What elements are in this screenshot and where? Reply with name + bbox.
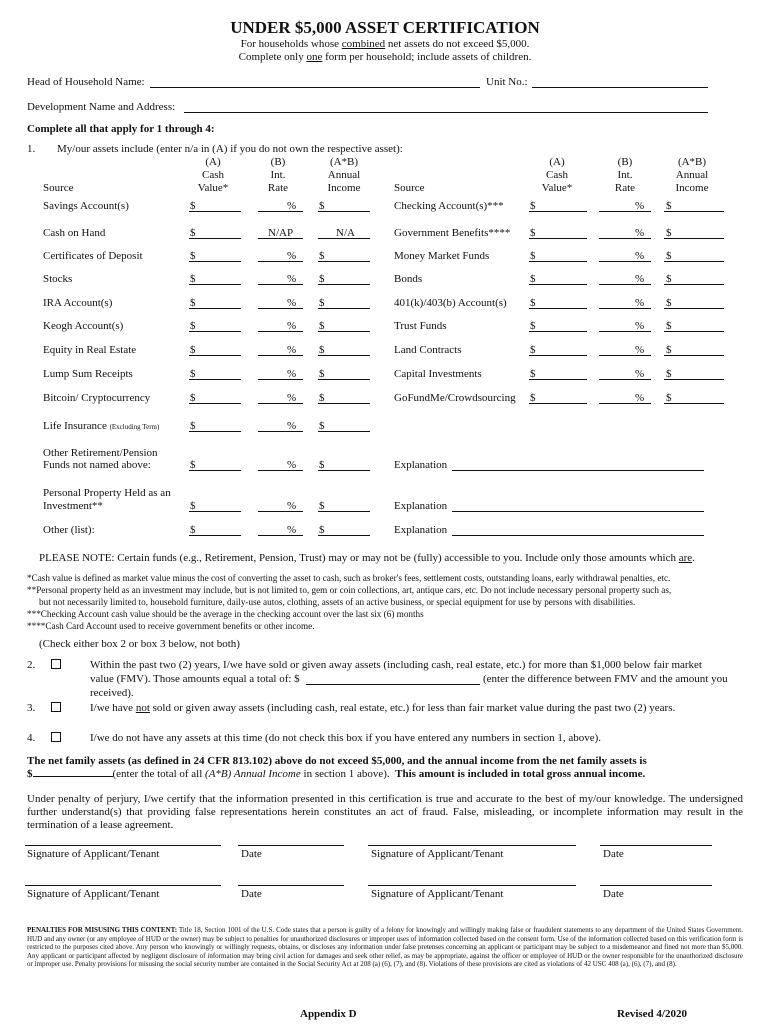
dev-input[interactable] <box>184 112 708 113</box>
asset-personal-property-label-2: Investment** <box>43 500 103 512</box>
asset-lump-sum-receipts-rate-percent: % <box>287 368 297 380</box>
asset-certificates-of-deposit-rate-percent: % <box>287 250 297 262</box>
asset-lump-sum-receipts-income-input[interactable] <box>318 379 370 380</box>
asset-keogh-account-s-rate-input[interactable] <box>258 331 303 332</box>
sig3-label: Signature of Applicant/Tenant <box>27 888 160 900</box>
asset-personal-property-rate-input[interactable] <box>258 511 303 512</box>
asset-certificates-of-deposit-rate-input[interactable] <box>258 261 303 262</box>
sec2-line2a: value (FMV). Those amounts equal a total of: $ <box>90 673 300 685</box>
please-note: PLEASE NOTE: Certain funds (e.g., Retirement, Pension, Trust) may or may not be (fully) accessible to you. Include only those amounts which are. <box>39 552 695 564</box>
sec2-line2b: (enter the difference between FMV and the amount you <box>483 673 728 685</box>
revised-label: Revised 4/2020 <box>617 1008 687 1020</box>
footnote-personal-property: **Personal property held as an investment may include, but is not limited to, gem or coin collections, art, antique cars, etc. Do not include necessary personal property such as, <box>27 585 672 595</box>
asset-other-retirement-label-2: Funds not named above: <box>43 459 151 471</box>
asset-equity-in-real-estate-rate-percent: % <box>287 344 297 356</box>
asset-government-benefits-rate-percent: % <box>635 227 645 239</box>
sec1-text: My/our assets include (enter n/a in (A) if you do not own the respective asset): <box>57 143 403 155</box>
asset-government-benefits-cash-input[interactable] <box>529 238 587 239</box>
asset-equity-in-real-estate-label: Equity in Real Estate <box>43 344 137 356</box>
asset-cash-on-hand-income-na: N/A <box>336 227 355 239</box>
net-assets-line1: The net family assets (as defined in 24 CFR 813.102) above do not exceed $5,000, and the annual income from the net family assets is <box>27 755 647 767</box>
asset-personal-property-cash-dollar: $ <box>190 500 196 512</box>
asset-other-retirement-rate-input[interactable] <box>258 470 303 471</box>
asset-government-benefits-label: Government Benefits**** <box>394 227 511 239</box>
col-ab-header-right: (A*B) Annual Income <box>675 156 709 194</box>
asset-ira-account-s-rate-input[interactable] <box>258 308 303 309</box>
sig3-line[interactable] <box>25 885 221 886</box>
asset-keogh-account-s-cash-input[interactable] <box>189 331 241 332</box>
asset-ira-account-s-label: IRA Account(s) <box>43 297 113 309</box>
sig1-label: Signature of Applicant/Tenant <box>27 848 160 860</box>
asset-other-list-cash-input[interactable] <box>189 535 241 536</box>
asset-trust-funds-label: Trust Funds <box>394 320 447 332</box>
sec2-line3: received). <box>90 687 134 699</box>
sec2-number: 2. <box>27 659 36 671</box>
asset-ira-account-s-cash-input[interactable] <box>189 308 241 309</box>
explanation-label-2: Explanation <box>394 500 448 512</box>
asset-stocks-rate-percent: % <box>287 273 297 285</box>
asset-money-market-funds-cash-input[interactable] <box>529 261 587 262</box>
date4-line[interactable] <box>600 885 712 886</box>
penalties-text: PENALTIES FOR MISUSING THIS CONTENT: Title 18, Section 1001 of the U.S. Code states that a person is guilty of a felony for knowingly and willingly making false or fraudulent statements to any department of the United States Government. HUD and any owner (or any employee of HUD or the owner) may be subject to penalties for unauthorized disclosures or improper uses of information collected based on the consent form. Use of the information collected based on this verification form is restricted to the purposes cited above. Any person who knowingly or willingly requests, obtains, or discloses any information under false pretenses concerning an applicant or participant may be subject to a misdemeanor and fined not more than $5,000. Any applicant or participant affected by negligent disclosure of information may bring civil action for damages and seek other relief, as may be appropriate, against the officer or employee of HUD or the owner responsible for the unauthorized disclosure or improper use. Penalty provisions for misusing the social security number are contained in the Social Security Act at 208 (a) (6), (7), and (8). Violations of these provisions are cited as violations of 42 USC 408 (a), (6), (7), and (8). <box>27 926 743 969</box>
asset-lump-sum-receipts-cash-dollar: $ <box>190 368 196 380</box>
asset-savings-account-s-label: Savings Account(s) <box>43 200 129 212</box>
sec4-number: 4. <box>27 732 36 744</box>
asset-cash-on-hand-cash-dollar: $ <box>190 227 196 239</box>
hoh-label: Head of Household Name: <box>27 76 145 88</box>
asset-other-retirement-cash-input[interactable] <box>189 470 241 471</box>
asset-ira-account-s-rate-percent: % <box>287 297 297 309</box>
date1-label: Date <box>241 848 262 860</box>
asset-gofundme-crowdsourcing-rate-input[interactable] <box>599 403 651 404</box>
explanation-label-1: Explanation <box>394 459 448 471</box>
unit-label: Unit No.: <box>486 76 528 88</box>
asset-savings-account-s-income-input[interactable] <box>318 211 370 212</box>
asset-trust-funds-income-input[interactable] <box>664 331 724 332</box>
asset-stocks-rate-input[interactable] <box>258 284 303 285</box>
sig2-label: Signature of Applicant/Tenant <box>371 848 504 860</box>
asset-other-list-income-dollar: $ <box>319 524 325 536</box>
asset-money-market-funds-rate-percent: % <box>635 250 645 262</box>
asset-bonds-rate-input[interactable] <box>599 284 651 285</box>
asset-life-insurance-rate-input[interactable] <box>258 431 303 432</box>
asset-401-k-403-b-account-s-income-dollar: $ <box>666 297 672 309</box>
asset-bitcoin-cryptocurrency-income-input[interactable] <box>318 403 370 404</box>
asset-savings-account-s-rate-percent: % <box>287 200 297 212</box>
sec4-text: I/we do not have any assets at this time (do not check this box if you have entered any numbers in section 1, above). <box>90 732 602 744</box>
asset-gofundme-crowdsourcing-cash-input[interactable] <box>529 403 587 404</box>
asset-capital-investments-income-input[interactable] <box>664 379 724 380</box>
asset-equity-in-real-estate-income-input[interactable] <box>318 355 370 356</box>
asset-savings-account-s-rate-input[interactable] <box>258 211 303 212</box>
asset-stocks-label: Stocks <box>43 273 73 285</box>
asset-bonds-rate-percent: % <box>635 273 645 285</box>
asset-checking-account-s-rate-percent: % <box>635 200 645 212</box>
subtitle-1: For households whose combined net assets do not exceed $5,000. <box>240 38 530 50</box>
footnote-checking: ***Checking Account cash value should be the average in the checking account over the last six (6) months <box>27 609 424 619</box>
asset-checking-account-s-rate-input[interactable] <box>599 211 651 212</box>
asset-land-contracts-income-dollar: $ <box>666 344 672 356</box>
asset-capital-investments-label: Capital Investments <box>394 368 482 380</box>
asset-money-market-funds-cash-dollar: $ <box>530 250 536 262</box>
date1-line[interactable] <box>238 845 344 846</box>
asset-401-k-403-b-account-s-income-input[interactable] <box>664 308 724 309</box>
asset-401-k-403-b-account-s-cash-dollar: $ <box>530 297 536 309</box>
asset-capital-investments-rate-percent: % <box>635 368 645 380</box>
asset-cash-on-hand-rate-input[interactable] <box>258 238 303 239</box>
asset-money-market-funds-income-input[interactable] <box>664 261 724 262</box>
asset-personal-property-cash-input[interactable] <box>189 511 241 512</box>
asset-equity-in-real-estate-cash-input[interactable] <box>189 355 241 356</box>
check-either-note: (Check either box 2 or box 3 below, not both) <box>39 638 240 650</box>
asset-life-insurance-cash-input[interactable] <box>189 431 241 432</box>
footnote-cash-value: *Cash value is defined as market value minus the cost of converting the asset to cash, such as broker's fees, settlement costs, outstanding loans, early withdrawal penalties, etc. <box>27 573 671 583</box>
asset-other-list-rate-input[interactable] <box>258 535 303 536</box>
net-assets-line2: $ (enter the total of all (A*B) Annual Income in section 1 above). This amount is included in total gross annual income. <box>27 768 646 780</box>
asset-other-retirement-income-input[interactable] <box>318 470 370 471</box>
asset-land-contracts-label: Land Contracts <box>394 344 462 356</box>
asset-government-benefits-income-dollar: $ <box>666 227 672 239</box>
asset-bonds-cash-dollar: $ <box>530 273 536 285</box>
asset-land-contracts-cash-dollar: $ <box>530 344 536 356</box>
asset-capital-investments-cash-input[interactable] <box>529 379 587 380</box>
source-header-right: Source <box>394 182 425 194</box>
asset-personal-property-income-input[interactable] <box>318 511 370 512</box>
asset-keogh-account-s-cash-dollar: $ <box>190 320 196 332</box>
asset-cash-on-hand-rate-nap: N/AP <box>268 227 294 239</box>
asset-land-contracts-rate-input[interactable] <box>599 355 651 356</box>
asset-other-list-label: Other (list): <box>43 524 95 536</box>
explanation-label-3: Explanation <box>394 524 448 536</box>
appendix-label: Appendix D <box>300 1008 357 1020</box>
source-header-left: Source <box>43 182 74 194</box>
sec2-amount-input[interactable] <box>306 684 480 685</box>
asset-lump-sum-receipts-label: Lump Sum Receipts <box>43 368 133 380</box>
asset-bonds-income-input[interactable] <box>664 284 724 285</box>
asset-checking-account-s-cash-input[interactable] <box>529 211 587 212</box>
explanation-input-3[interactable] <box>452 535 704 536</box>
unit-input[interactable] <box>532 87 708 88</box>
asset-bonds-cash-input[interactable] <box>529 284 587 285</box>
asset-lump-sum-receipts-rate-input[interactable] <box>258 379 303 380</box>
sig1-line[interactable] <box>25 845 221 846</box>
asset-401-k-403-b-account-s-rate-input[interactable] <box>599 308 651 309</box>
asset-stocks-income-dollar: $ <box>319 273 325 285</box>
asset-gofundme-crowdsourcing-income-dollar: $ <box>666 392 672 404</box>
sec1-number: 1. <box>27 143 36 155</box>
sig4-line[interactable] <box>368 885 576 886</box>
sig4-label: Signature of Applicant/Tenant <box>371 888 504 900</box>
sec2-checkbox[interactable] <box>51 659 61 669</box>
asset-bitcoin-cryptocurrency-income-dollar: $ <box>319 392 325 404</box>
sec4-checkbox[interactable] <box>51 732 61 742</box>
asset-life-insurance-label: Life Insurance (Excluding Term) <box>43 420 160 432</box>
asset-other-retirement-cash-dollar: $ <box>190 459 196 471</box>
asset-life-insurance-cash-dollar: $ <box>190 420 196 432</box>
asset-government-benefits-cash-dollar: $ <box>530 227 536 239</box>
asset-stocks-cash-input[interactable] <box>189 284 241 285</box>
explanation-input-1[interactable] <box>452 470 704 471</box>
asset-personal-property-income-dollar: $ <box>319 500 325 512</box>
asset-certificates-of-deposit-income-input[interactable] <box>318 261 370 262</box>
asset-personal-property-rate-percent: % <box>287 500 297 512</box>
asset-bitcoin-cryptocurrency-cash-dollar: $ <box>190 392 196 404</box>
asset-land-contracts-cash-input[interactable] <box>529 355 587 356</box>
asset-401-k-403-b-account-s-cash-input[interactable] <box>529 308 587 309</box>
col-ab-header-left: (A*B) Annual Income <box>327 156 361 194</box>
asset-cash-on-hand-cash-input[interactable] <box>189 238 241 239</box>
asset-other-retirement-income-dollar: $ <box>319 459 325 471</box>
asset-land-contracts-rate-percent: % <box>635 344 645 356</box>
asset-cash-on-hand-income-input[interactable] <box>318 238 370 239</box>
asset-checking-account-s-label: Checking Account(s)*** <box>394 200 504 212</box>
asset-money-market-funds-income-dollar: $ <box>666 250 672 262</box>
asset-bitcoin-cryptocurrency-rate-input[interactable] <box>258 403 303 404</box>
asset-life-insurance-rate-percent: % <box>287 420 297 432</box>
asset-keogh-account-s-income-dollar: $ <box>319 320 325 332</box>
asset-personal-property-label-1: Personal Property Held as an <box>43 487 171 499</box>
asset-savings-account-s-cash-input[interactable] <box>189 211 241 212</box>
asset-certificates-of-deposit-cash-input[interactable] <box>189 261 241 262</box>
asset-stocks-cash-dollar: $ <box>190 273 196 285</box>
date2-label: Date <box>603 848 624 860</box>
asset-life-insurance-income-dollar: $ <box>319 420 325 432</box>
asset-gofundme-crowdsourcing-rate-percent: % <box>635 392 645 404</box>
asset-government-benefits-income-input[interactable] <box>664 238 724 239</box>
asset-checking-account-s-income-input[interactable] <box>664 211 724 212</box>
asset-equity-in-real-estate-cash-dollar: $ <box>190 344 196 356</box>
net-income-input[interactable] <box>33 768 113 777</box>
asset-bonds-income-dollar: $ <box>666 273 672 285</box>
asset-bitcoin-cryptocurrency-label: Bitcoin/ Cryptocurrency <box>43 392 151 404</box>
sec3-number: 3. <box>27 702 36 714</box>
footnote-cash-card: ****Cash Card Account used to receive government benefits or other income. <box>27 621 315 631</box>
asset-equity-in-real-estate-income-dollar: $ <box>319 344 325 356</box>
subtitle-2: Complete only one form per household; include assets of children. <box>238 51 532 63</box>
col-b-header-right: (B) Int. Rate <box>614 156 636 194</box>
asset-other-list-rate-percent: % <box>287 524 297 536</box>
asset-stocks-income-input[interactable] <box>318 284 370 285</box>
hoh-input[interactable] <box>150 87 480 88</box>
asset-ira-account-s-income-input[interactable] <box>318 308 370 309</box>
sig2-line[interactable] <box>368 845 576 846</box>
asset-life-insurance-income-input[interactable] <box>318 431 370 432</box>
asset-bitcoin-cryptocurrency-rate-percent: % <box>287 392 297 404</box>
asset-bonds-label: Bonds <box>394 273 423 285</box>
col-a-header-left: (A) Cash Value* <box>197 156 229 194</box>
asset-other-retirement-label-1: Other Retirement/Pension <box>43 447 158 459</box>
col-b-header-left: (B) Int. Rate <box>267 156 289 194</box>
asset-cash-on-hand-label: Cash on Hand <box>43 227 106 239</box>
sec3-text: I/we have not sold or given away assets (including cash, real estate, etc.) for less than fair market value during the past two (2) years. <box>90 702 676 714</box>
asset-capital-investments-cash-dollar: $ <box>530 368 536 380</box>
asset-trust-funds-income-dollar: $ <box>666 320 672 332</box>
perjury-statement: Under penalty of perjury, I/we certify that the information presented in this certification is true and accurate to the best of my/our knowledge. The undersigned further understand(s) that providing false representations herein constitutes an act of fraud. False, misleading, or incomplete information may result in the termination of a lease agreement. <box>27 793 743 831</box>
asset-capital-investments-income-dollar: $ <box>666 368 672 380</box>
sec3-checkbox[interactable] <box>51 702 61 712</box>
date3-line[interactable] <box>238 885 344 886</box>
asset-ira-account-s-income-dollar: $ <box>319 297 325 309</box>
asset-keogh-account-s-label: Keogh Account(s) <box>43 320 124 332</box>
asset-trust-funds-rate-input[interactable] <box>599 331 651 332</box>
asset-certificates-of-deposit-cash-dollar: $ <box>190 250 196 262</box>
asset-lump-sum-receipts-income-dollar: $ <box>319 368 325 380</box>
asset-gofundme-crowdsourcing-label: GoFundMe/Crowdsourcing <box>394 392 516 404</box>
date4-label: Date <box>603 888 624 900</box>
asset-401-k-403-b-account-s-label: 401(k)/403(b) Account(s) <box>394 297 507 309</box>
asset-trust-funds-cash-dollar: $ <box>530 320 536 332</box>
asset-gofundme-crowdsourcing-cash-dollar: $ <box>530 392 536 404</box>
asset-savings-account-s-income-dollar: $ <box>319 200 325 212</box>
dev-label: Development Name and Address: <box>27 101 176 113</box>
asset-certificates-of-deposit-label: Certificates of Deposit <box>43 250 143 262</box>
asset-money-market-funds-label: Money Market Funds <box>394 250 490 262</box>
asset-government-benefits-rate-input[interactable] <box>599 238 651 239</box>
asset-savings-account-s-cash-dollar: $ <box>190 200 196 212</box>
asset-checking-account-s-income-dollar: $ <box>666 200 672 212</box>
asset-keogh-account-s-income-input[interactable] <box>318 331 370 332</box>
asset-gofundme-crowdsourcing-income-input[interactable] <box>664 403 724 404</box>
date2-line[interactable] <box>600 845 712 846</box>
form-title: UNDER $5,000 ASSET CERTIFICATION <box>230 18 540 37</box>
asset-401-k-403-b-account-s-rate-percent: % <box>635 297 645 309</box>
asset-equity-in-real-estate-rate-input[interactable] <box>258 355 303 356</box>
asset-other-retirement-rate-percent: % <box>287 459 297 471</box>
asset-checking-account-s-cash-dollar: $ <box>530 200 536 212</box>
footnote-personal-property-cont: but not necessarily limited to, household furniture, daily-use autos, clothing, assets of an active business, or special equipment for use by persons with disabilities. <box>39 597 636 607</box>
complete-all-heading: Complete all that apply for 1 through 4: <box>27 123 215 135</box>
date3-label: Date <box>241 888 262 900</box>
asset-keogh-account-s-rate-percent: % <box>287 320 297 332</box>
asset-certificates-of-deposit-income-dollar: $ <box>319 250 325 262</box>
asset-ira-account-s-cash-dollar: $ <box>190 297 196 309</box>
asset-lump-sum-receipts-cash-input[interactable] <box>189 379 241 380</box>
asset-capital-investments-rate-input[interactable] <box>599 379 651 380</box>
col-a-header-right: (A) Cash Value* <box>541 156 573 194</box>
asset-bitcoin-cryptocurrency-cash-input[interactable] <box>189 403 241 404</box>
explanation-input-2[interactable] <box>452 511 704 512</box>
asset-land-contracts-income-input[interactable] <box>664 355 724 356</box>
asset-trust-funds-cash-input[interactable] <box>529 331 587 332</box>
asset-money-market-funds-rate-input[interactable] <box>599 261 651 262</box>
asset-other-list-income-input[interactable] <box>318 535 370 536</box>
asset-trust-funds-rate-percent: % <box>635 320 645 332</box>
asset-other-list-cash-dollar: $ <box>190 524 196 536</box>
sec2-line1: Within the past two (2) years, I/we have sold or given away assets (including cash, real estate, etc.) for more than $1,000 below fair market <box>90 659 702 671</box>
